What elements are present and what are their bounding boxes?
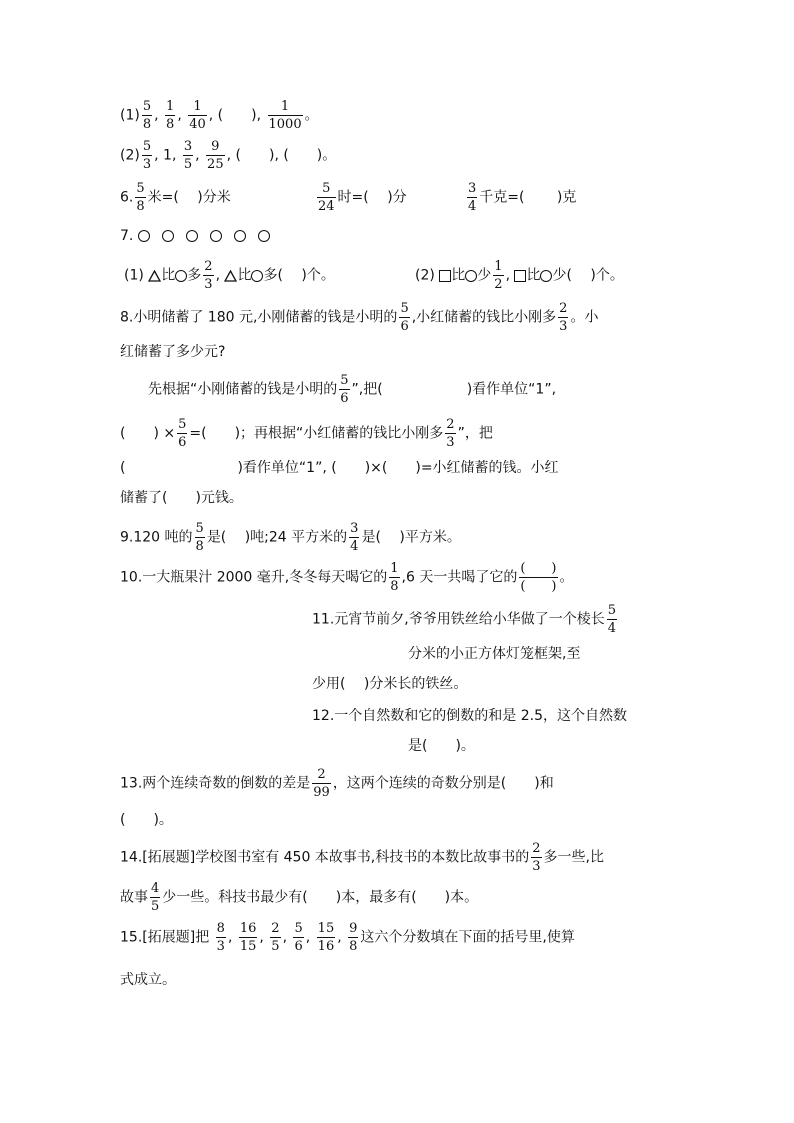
answer-blank[interactable]: ( ) (283, 147, 323, 164)
square-icon (439, 270, 451, 282)
q12-line-2: 是( )。 (408, 738, 475, 754)
circle-icon (138, 230, 150, 242)
fraction: $\frac{16}{15}$ (239, 921, 257, 954)
fraction: $\frac{5}{24}$ (318, 181, 335, 214)
circle-icon (162, 230, 174, 242)
fraction: $\frac{9}{8}$ (349, 921, 358, 954)
q8-line-5: ( )看作单位“1”, ( )×( )=小红储蓄的钱。小红 (120, 460, 559, 476)
fraction: $\frac{5}{8}$ (136, 181, 145, 214)
q8-line-1: 8.小明储蓄了 180 元,小刚储蓄的钱是小明的 $\frac{5}{6}$ ,小红储蓄的钱比小刚多 $\frac{2}{3}$ 。小 (120, 301, 599, 334)
q13-line-1: 13.两个连续奇数的倒数的差是 $\frac{2}{99}$ ，这两个连续的奇数分别是( )和 (120, 767, 554, 800)
fraction: $\frac{3}{5}$ (183, 139, 193, 172)
q13-line-2: ( )。 (120, 812, 173, 828)
q15-line-2: 式成立。 (120, 972, 176, 988)
fraction: $\frac{5}{6}$ (178, 417, 187, 450)
q15-line-1: 15.[拓展题]把 $\frac{8}{3}$ , $\frac{16}{15}$ , $\frac{2}{5}$ , $\frac{5}{6}$ , $\frac{15}{16}$ , $\frac{9}{8}$ 这六个分数填在下面的括号里,使算 (120, 921, 575, 954)
fraction: $\frac{1}{2}$ (494, 259, 503, 292)
q12-line-1: 12.一个自然数和它的倒数的和是 2.5，这个自然数 (312, 708, 627, 724)
fraction: $\frac{4}{5}$ (151, 881, 160, 914)
circle-icon (210, 230, 222, 242)
fraction: $\frac{9}{25}$ (207, 139, 224, 172)
circle-icon (540, 270, 552, 282)
fraction: $\frac{5}{6}$ (340, 373, 349, 406)
fraction: $\frac{5}{8}$ (142, 99, 152, 132)
square-icon (514, 270, 526, 282)
fraction: $\frac{5}{3}$ (142, 139, 152, 172)
q4-sequence-2: (2) $\frac{5}{3}$ , 1, $\frac{3}{5}$ , $\frac{9}{25}$ , ( ), ( )。 (120, 139, 337, 172)
circle-icon (251, 270, 263, 282)
fraction: $\frac{2}{3}$ (559, 301, 568, 334)
item-label: (1) (120, 107, 140, 124)
q8-line-2: 红储蓄了多少元? (120, 344, 226, 360)
fraction: $\frac{1}{8}$ (390, 561, 399, 594)
circle-icon (258, 230, 270, 242)
fraction: $\frac{5}{8}$ (195, 521, 204, 554)
answer-fraction[interactable]: $\frac{( )}{( )}$ (520, 561, 557, 594)
q8-line-4: ( ) × $\frac{5}{6}$ =( )；再根据“小红储蓄的钱比小刚多 $\frac{2}{3}$ ”，把 (120, 417, 493, 450)
circle-icon (234, 230, 246, 242)
q8-line-6: 储蓄了( )元钱。 (120, 490, 243, 506)
q8-line-3: 先根据“小刚储蓄的钱是小明的 $\frac{5}{6}$ ”,把( )看作单位“1”, (148, 373, 557, 406)
q6-conversion-c: $\frac{3}{4}$ 千克=( )克 (468, 181, 577, 214)
q11-line-3: 少用( )分米长的铁丝。 (312, 676, 468, 692)
q11-line-1: 11.元宵节前夕,爷爷用铁丝给小华做了一个棱长 $\frac{5}{4}$ (312, 603, 616, 636)
fraction: $\frac{2}{5}$ (271, 921, 280, 954)
triangle-icon (224, 270, 237, 282)
fraction: $\frac{15}{16}$ (317, 921, 335, 954)
q7-circles: 7. (120, 226, 282, 246)
answer-blank[interactable]: ( ) (235, 147, 275, 164)
q14-line-2: 故事 $\frac{4}{5}$ 少一些。科技书最少有( )本，最多有( )本。 (120, 881, 479, 914)
q9: 9.120 吨的 $\frac{5}{8}$ 是( )吨;24 平方米的 $\frac{3}{4}$ 是( )平方米。 (120, 521, 461, 554)
q10: 10.一大瓶果汁 2000 毫升,冬冬每天喝它的 $\frac{1}{8}$ ,6 天一共喝了它的 $\frac{( )}{( )}$ 。 (120, 561, 574, 594)
fraction: $\frac{1}{1000}$ (268, 99, 302, 132)
circle-icon (175, 270, 187, 282)
triangle-icon (148, 270, 161, 282)
q11-line-2: 分米的小正方体灯笼框架,至 (408, 646, 581, 662)
fraction: $\frac{5}{6}$ (294, 921, 303, 954)
q7-part-2: (2) 比 少 $\frac{1}{2}$ , 比 少( )个。 (415, 259, 624, 292)
fraction: $\frac{2}{3}$ (204, 259, 213, 292)
fraction: $\frac{5}{4}$ (607, 603, 616, 636)
q14-line-1: 14.[拓展题]学校图书室有 450 本故事书,科技书的本数比故事书的 $\frac{2}{3}$ 多一些,比 (120, 841, 604, 874)
fraction: $\frac{1}{40}$ (189, 99, 206, 132)
answer-blank[interactable]: ( ) (217, 107, 257, 124)
q6-conversions: 6. $\frac{5}{8}$ 米=( )分米 (120, 181, 231, 214)
fraction: $\frac{5}{6}$ (400, 301, 409, 334)
fraction: $\frac{8}{3}$ (216, 921, 225, 954)
q6-conversion-b: $\frac{5}{24}$ 时=( )分 (318, 181, 407, 214)
fraction: $\frac{3}{4}$ (350, 521, 359, 554)
fraction: $\frac{1}{8}$ (166, 99, 175, 132)
circle-icon (186, 230, 198, 242)
fraction: $\frac{2}{99}$ (313, 767, 330, 800)
fraction: $\frac{3}{4}$ (468, 181, 477, 214)
fraction: $\frac{2}{3}$ (532, 841, 541, 874)
fraction: $\frac{2}{3}$ (446, 417, 455, 450)
q4-sequence-1: (1) $\frac{5}{8}$ , $\frac{1}{8}$ , $\frac{1}{40}$ , ( ), $\frac{1}{1000}$ 。 (120, 99, 319, 132)
q7-part-1: (1) 比 多 $\frac{2}{3}$ , 比 多( )个。 (124, 259, 335, 292)
circle-icon (465, 270, 477, 282)
